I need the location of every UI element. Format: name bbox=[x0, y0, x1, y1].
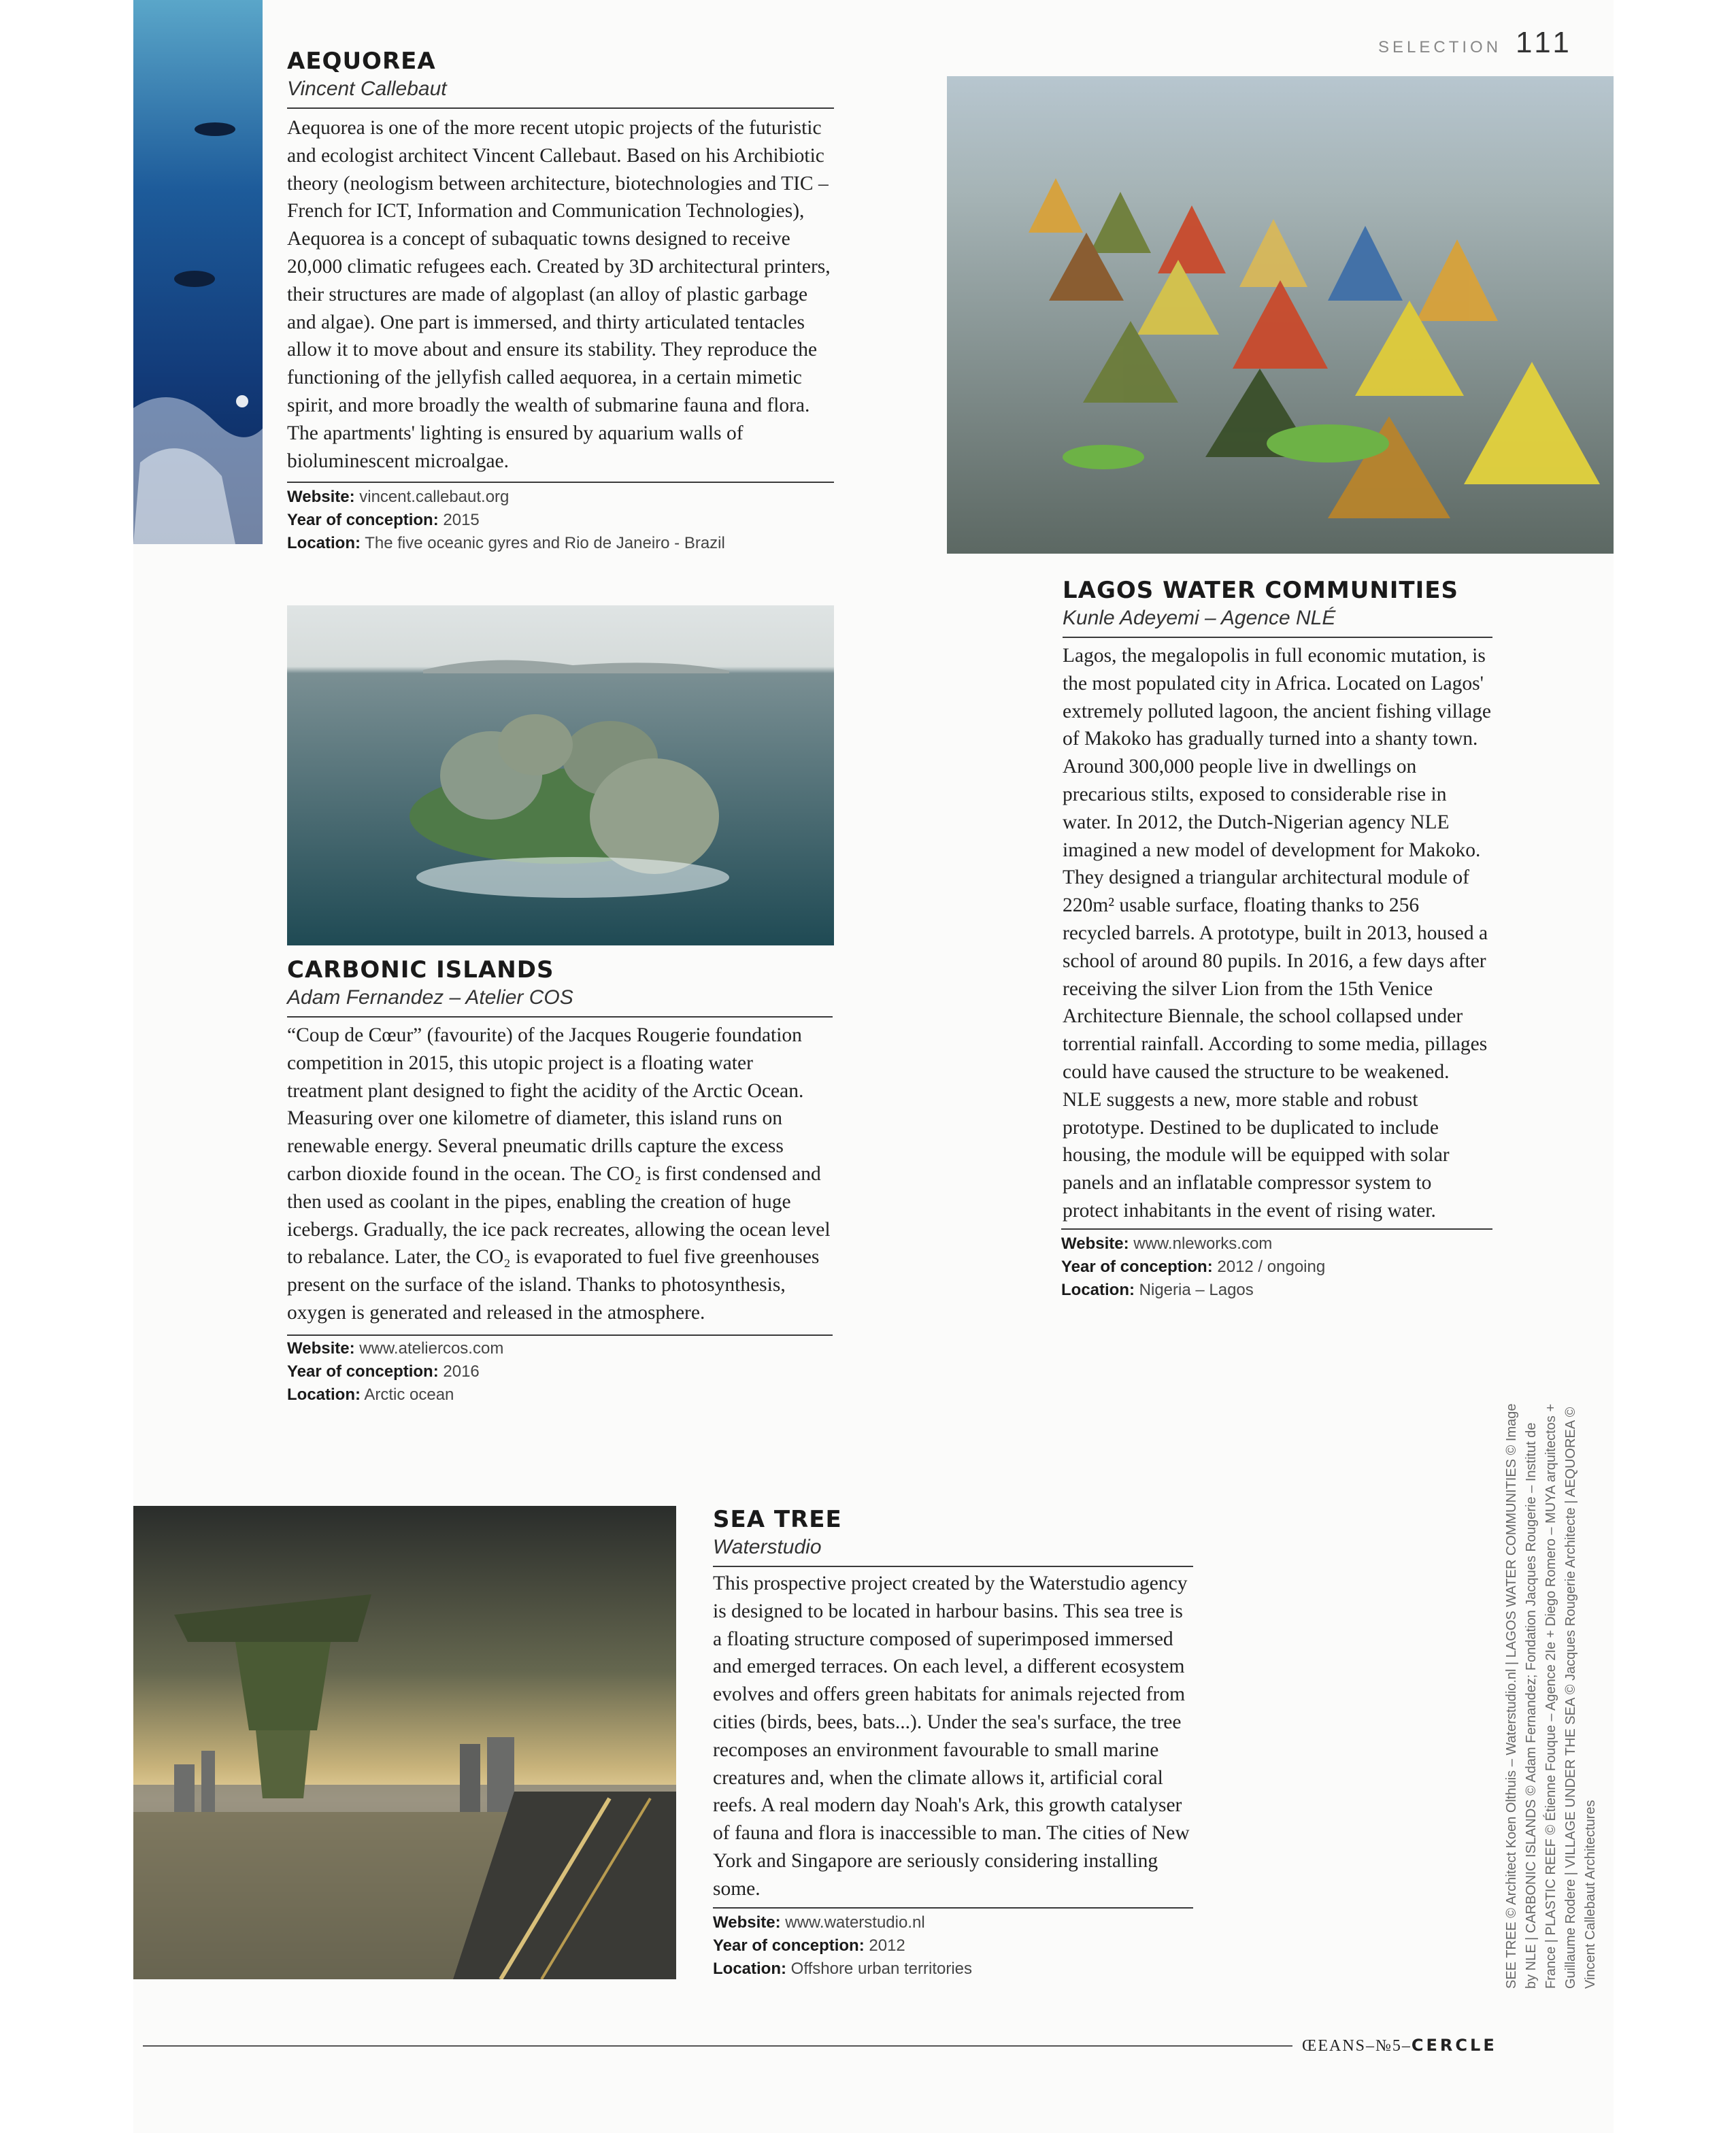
footer-brand: CERCLE bbox=[1411, 2036, 1497, 2055]
lagos-website-link[interactable]: www.nleworks.com bbox=[1133, 1235, 1273, 1253]
seatree-location: Offshore urban territories bbox=[790, 1960, 973, 1978]
website-label: Website: bbox=[287, 488, 355, 506]
footer-magazine-name: ŒEANS bbox=[1302, 2037, 1367, 2055]
website-label: Website: bbox=[713, 1913, 781, 1932]
location-label: Location: bbox=[287, 1385, 361, 1404]
seatree-title-rule bbox=[713, 1566, 1193, 1567]
aequorea-meta-rule bbox=[287, 482, 834, 483]
lagos-meta-rule bbox=[1061, 1228, 1492, 1230]
year-label: Year of conception: bbox=[713, 1936, 865, 1955]
lagos-year: 2012 / ongoing bbox=[1217, 1258, 1326, 1276]
seatree-image bbox=[133, 1506, 676, 1979]
photo-credits: SEE TREE © Architect Koen Olthuis – Waterstudio.nl | LAGOS WATER COMMUNITIES © Image by NLE | CARBONIC ISLANDS © Adam Fernandez; Fondation Jacques Rougerie – Institut de France | PLASTIC REEF © Étienne Fouque – Agence 2Ie + Diego Romero – MUYA arquitectos + Guillaume Rodere | VILLAGE UNDER THE SEA © Jacques Rougerie Architecte | AEQUOREA © Vincent Callebaut Architectures bbox=[1504, 1403, 1598, 1989]
lagos-image bbox=[947, 76, 1614, 554]
aequorea-location: The five oceanic gyres and Rio de Janeiro - Brazil bbox=[365, 534, 725, 552]
year-label: Year of conception: bbox=[287, 511, 439, 529]
carbonic-meta bbox=[287, 1337, 831, 1407]
lagos-title-rule bbox=[1063, 637, 1492, 638]
carbonic-image bbox=[287, 605, 834, 945]
aequorea-meta bbox=[287, 486, 831, 555]
seatree-meta bbox=[713, 1911, 1192, 1981]
location-label: Location: bbox=[287, 534, 361, 552]
carbonic-website-link[interactable]: www.ateliercos.com bbox=[359, 1339, 504, 1358]
seatree-author: Waterstudio bbox=[713, 1536, 822, 1558]
carbonic-title-rule bbox=[287, 1016, 833, 1018]
seatree-title: SEA TREE bbox=[713, 1506, 842, 1533]
aequorea-image bbox=[133, 0, 263, 544]
seatree-body-text: This prospective project created by the Waterstudio agency is designed to be located in harbour basins. This sea tree is a floating structure composed of superimposed immersed and emerged terraces. On each level, a different ecosystem evolves and offers green habitats for animals rejected from cities (birds, bees, bats...). Under the sea's surface, the tree recomposes an environment favourable to small marine creatures and, when the climate allows it, artificial coral reefs. A real modern day Noah's Ark, this growth catalyser of fauna and flora is inaccessible to man. The cities of New York and Singapore are seriously considering installing some. bbox=[713, 1573, 1190, 1900]
lagos-body-text: Lagos, the megalopolis in full economic mutation, is the most populated city in Africa. Located on Lagos' extremely polluted lagoon, the ancient fishing village of Makoko has gradually turned into a shanty town. Around 300,000 people live in dwellings on precarious stilts, exposed to considerable rise in water. In 2012, the Dutch-Nigerian agency NLE imagined a new model of development for Makoko. They designed a triangular architectural module of 220m² usable surface, floating thanks to 256 recycled barrels. A prototype, built in 2013, housed a school of around 80 pupils. In 2016, a few days after receiving the silver Lion from the 15th Venice Architecture Biennale, the school collapsed under torrential rainfall. According to some media, pillages could have caused the structure to be weakened. NLE suggests a new, more stable and robust prototype. Destined to be duplicated to include housing, the module will be equipped with solar panels and an inflatable compressor system to protect inhabitants in the event of rising water. bbox=[1063, 645, 1491, 1222]
seatree-year: 2012 bbox=[869, 1936, 905, 1955]
footer-issue: –№5– bbox=[1366, 2037, 1412, 2055]
aequorea-title-rule bbox=[287, 107, 834, 109]
carbonic-body-text: “Coup de Cœur” (favourite) of the Jacques Rougerie foundation competition in 2015, this utopic project is a floating water treatment plant designed to fight the acidity of the Arctic Ocean. Measuring over one kilometre of diameter, this island runs on renewable energy. Several pneumatic drills capture the excess carbon dioxide found in the ocean. The CO₂ is first condensed and then used as coolant in the pipes, enabling the creation of huge icebergs. Gradually, the ice pack recreates, allowing the ocean level to rebalance. Later, the CO₂ is evaporated to fuel five greenhouses present on the surface of the island. Thanks to photosynthesis, oxygen is generated and released in the atmosphere. bbox=[287, 1024, 831, 1324]
website-label: Website: bbox=[1061, 1235, 1129, 1253]
seatree-website-link[interactable]: www.waterstudio.nl bbox=[785, 1913, 925, 1932]
carbonic-year: 2016 bbox=[443, 1362, 480, 1381]
aequorea-author: Vincent Callebaut bbox=[287, 78, 447, 100]
carbonic-location: Arctic ocean bbox=[364, 1385, 454, 1404]
carbonic-author: Adam Fernandez – Atelier COS bbox=[287, 986, 573, 1009]
year-label: Year of conception: bbox=[1061, 1258, 1213, 1276]
carbonic-title: CARBONIC ISLANDS bbox=[287, 956, 554, 984]
seatree-meta-rule bbox=[713, 1907, 1193, 1909]
lagos-location: Nigeria – Lagos bbox=[1139, 1281, 1254, 1299]
footer-rule bbox=[143, 2045, 1292, 2047]
seatree-body bbox=[713, 1570, 1192, 1903]
aequorea-title: AEQUOREA bbox=[287, 48, 436, 75]
aequorea-year: 2015 bbox=[443, 511, 480, 529]
aequorea-body bbox=[287, 114, 831, 475]
year-label: Year of conception: bbox=[287, 1362, 439, 1381]
lagos-meta bbox=[1061, 1232, 1490, 1302]
lagos-body bbox=[1063, 642, 1491, 1225]
footer-magazine bbox=[1302, 2036, 1497, 2055]
location-label: Location: bbox=[713, 1960, 786, 1978]
page-number: 111 bbox=[1516, 26, 1573, 59]
aequorea-body-text: Aequorea is one of the more recent utopic projects of the futuristic and ecologist architect Vincent Callebaut. Based on his Archibiotic theory (neologism between architecture, biotechnologies and TIC – French for ICT, Information and Communication Technologies), Aequorea is a concept of subaquatic towns designed to receive 20,000 climatic refugees each. Created by 3D architectural printers, their structures are made of algoplast (an alloy of plastic garbage and algae). One part is immersed, and thirty articulated tentacles allow it to move about and ensure its stability. They reproduce the functioning of the jellyfish called aequorea, in a certain mimetic spirit, and more broadly the wealth of submarine fauna and flora. The apartments' lighting is ensured by aquarium walls of bioluminescent microalgae. bbox=[287, 117, 831, 472]
lagos-title: LAGOS WATER COMMUNITIES bbox=[1063, 577, 1458, 604]
website-label: Website: bbox=[287, 1339, 355, 1358]
location-label: Location: bbox=[1061, 1281, 1135, 1299]
lagos-author: Kunle Adeyemi – Agence NLÉ bbox=[1063, 607, 1336, 629]
carbonic-body bbox=[287, 1022, 831, 1327]
carbonic-meta-rule bbox=[287, 1334, 833, 1336]
section-label: SELECTION bbox=[1378, 38, 1502, 56]
aequorea-website-link[interactable]: vincent.callebaut.org bbox=[359, 488, 510, 506]
